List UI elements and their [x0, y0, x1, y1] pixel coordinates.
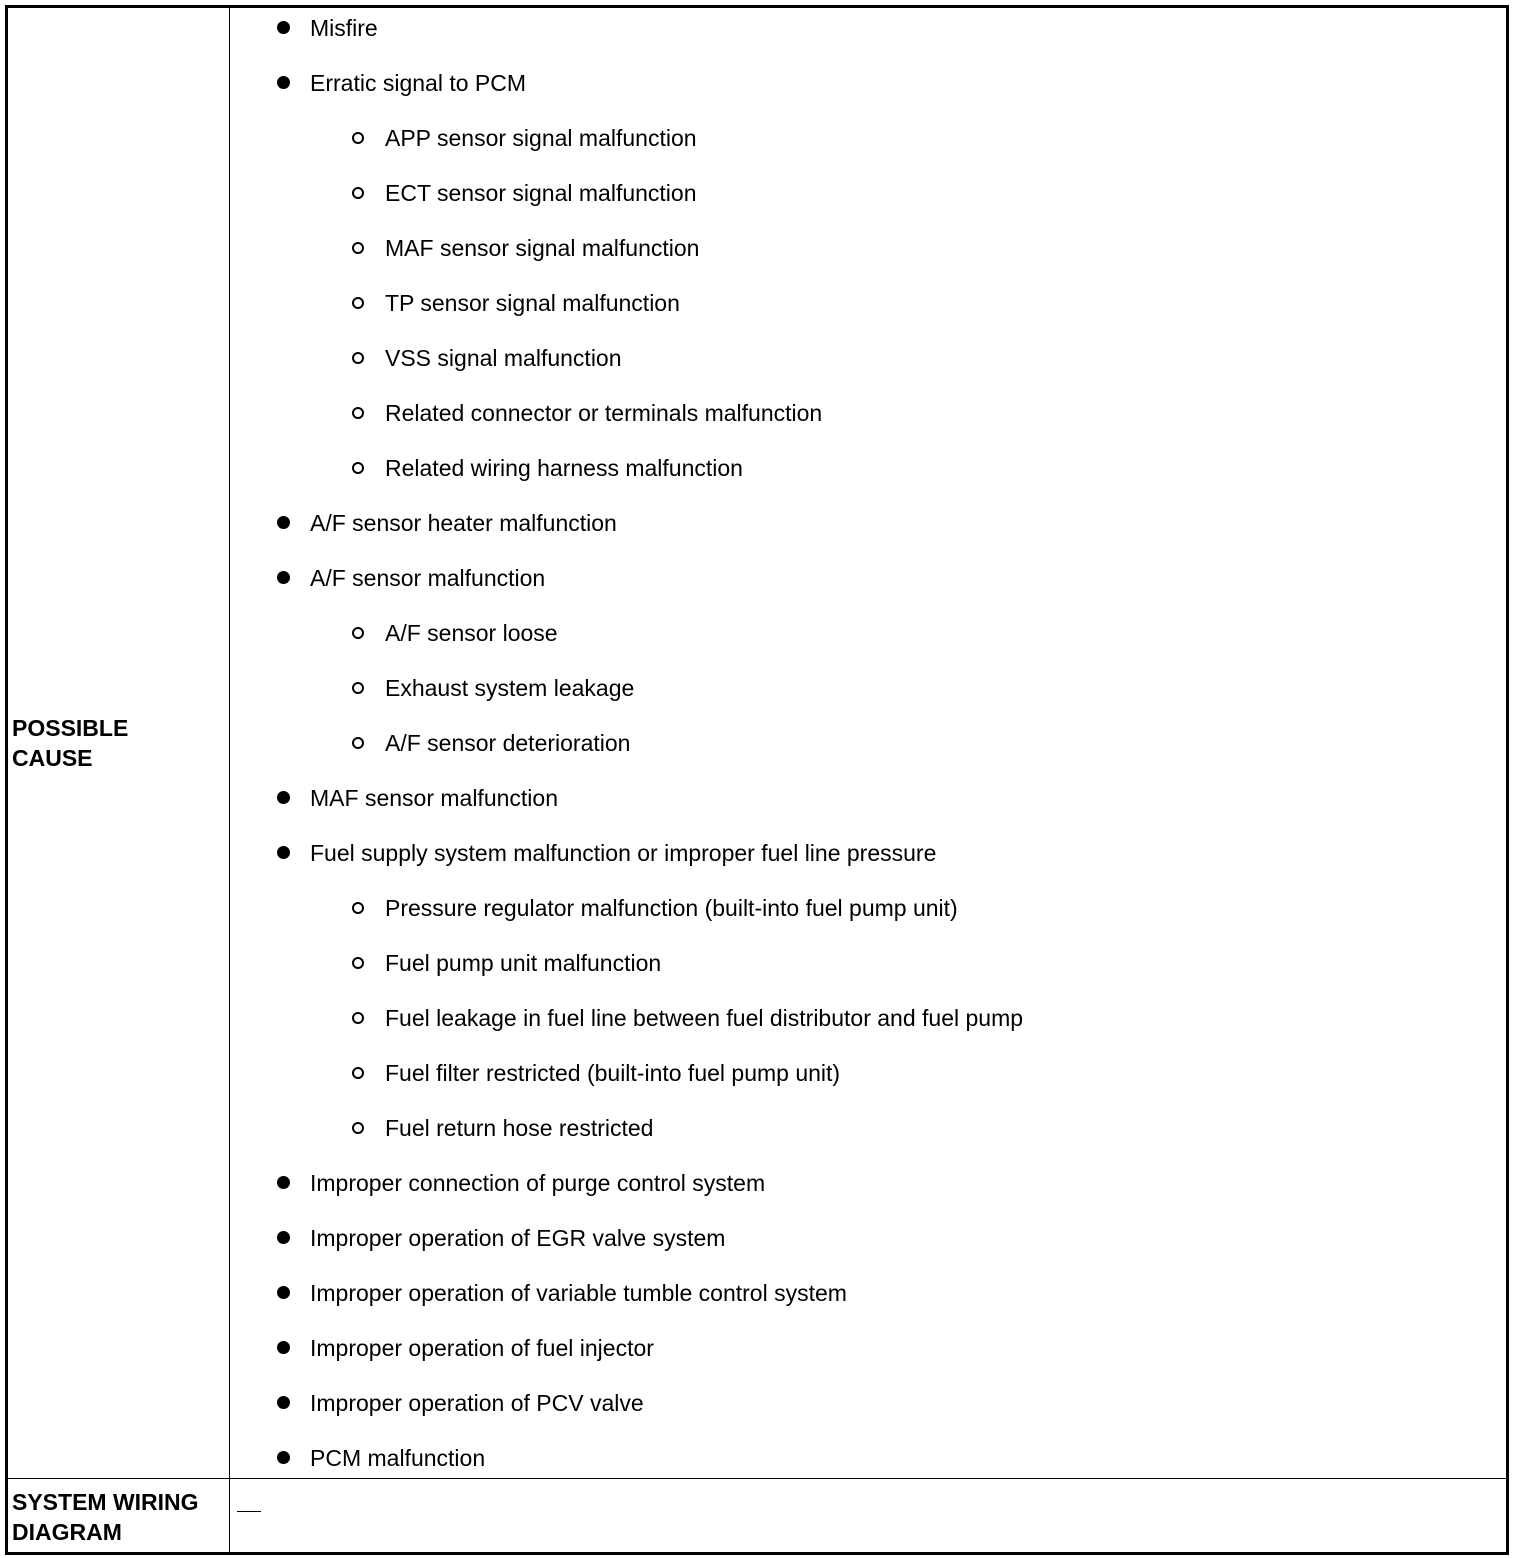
- filled-bullet-icon: [277, 1231, 290, 1244]
- hollow-bullet-icon: [352, 132, 364, 144]
- hollow-bullet-icon: [352, 1122, 364, 1134]
- cause-text: TP sensor signal malfunction: [385, 290, 680, 316]
- cause-text: VSS signal malfunction: [385, 345, 622, 371]
- cause-text: Improper operation of EGR valve system: [310, 1225, 726, 1251]
- hollow-bullet-icon: [352, 737, 364, 749]
- hollow-bullet-icon: [352, 902, 364, 914]
- cause-text: Fuel leakage in fuel line between fuel distributor and fuel pump: [385, 1005, 1024, 1031]
- hollow-bullet-icon: [352, 352, 364, 364]
- cause-text: Erratic signal to PCM: [310, 70, 527, 96]
- system-wiring-label-line1: SYSTEM WIRING: [12, 1489, 199, 1515]
- filled-bullet-icon: [277, 516, 290, 529]
- cause-text: Improper operation of fuel injector: [310, 1335, 654, 1361]
- cause-text: MAF sensor malfunction: [310, 785, 558, 811]
- cause-text: A/F sensor deterioration: [385, 730, 631, 756]
- hollow-bullet-icon: [352, 627, 364, 639]
- hollow-bullet-icon: [352, 187, 364, 199]
- hollow-bullet-icon: [352, 1012, 364, 1024]
- system-wiring-label-line2: DIAGRAM: [12, 1519, 122, 1545]
- hollow-bullet-icon: [352, 242, 364, 254]
- cause-text: Fuel return hose restricted: [385, 1115, 654, 1141]
- filled-bullet-icon: [277, 21, 290, 34]
- hollow-bullet-icon: [352, 682, 364, 694]
- cause-text: Improper operation of variable tumble control system: [310, 1280, 847, 1306]
- filled-bullet-icon: [277, 1451, 290, 1464]
- filled-bullet-icon: [277, 791, 290, 804]
- cause-text: A/F sensor heater malfunction: [310, 510, 617, 536]
- filled-bullet-icon: [277, 76, 290, 89]
- cause-text: PCM malfunction: [310, 1445, 486, 1471]
- filled-bullet-icon: [277, 1341, 290, 1354]
- hollow-bullet-icon: [352, 297, 364, 309]
- diagnostic-table: [5, 5, 1509, 1555]
- cause-text: Misfire: [310, 15, 378, 41]
- filled-bullet-icon: [277, 1396, 290, 1409]
- cause-text: Related connector or terminals malfunction: [385, 400, 823, 426]
- filled-bullet-icon: [277, 1176, 290, 1189]
- hollow-bullet-icon: [352, 1067, 364, 1079]
- filled-bullet-icon: [277, 571, 290, 584]
- filled-bullet-icon: [277, 1286, 290, 1299]
- row-divider: [8, 1478, 1506, 1479]
- cause-text: Pressure regulator malfunction (built-into fuel pump unit): [385, 895, 958, 921]
- cause-text: Fuel pump unit malfunction: [385, 950, 662, 976]
- cause-text: A/F sensor loose: [385, 620, 558, 646]
- cause-text: ECT sensor signal malfunction: [385, 180, 697, 206]
- cause-text: Fuel supply system malfunction or improper fuel line pressure: [310, 840, 937, 866]
- cause-text: Exhaust system leakage: [385, 675, 635, 701]
- hollow-bullet-icon: [352, 462, 364, 474]
- dash-mark: [237, 1511, 261, 1512]
- possible-cause-label-line1: POSSIBLE: [12, 715, 129, 741]
- cause-text: Improper operation of PCV valve: [310, 1390, 644, 1416]
- possible-cause-label-line2: CAUSE: [12, 745, 93, 771]
- cause-text: Improper connection of purge control system: [310, 1170, 766, 1196]
- cause-text: APP sensor signal malfunction: [385, 125, 697, 151]
- column-divider: [229, 8, 230, 1552]
- hollow-bullet-icon: [352, 407, 364, 419]
- cause-text: Related wiring harness malfunction: [385, 455, 743, 481]
- cause-text: A/F sensor malfunction: [310, 565, 546, 591]
- system-wiring-diagram-label: [12, 1487, 199, 1547]
- cause-text: Fuel filter restricted (built-into fuel pump unit): [385, 1060, 841, 1086]
- possible-cause-label: [12, 713, 128, 773]
- filled-bullet-icon: [277, 846, 290, 859]
- hollow-bullet-icon: [352, 957, 364, 969]
- cause-text: MAF sensor signal malfunction: [385, 235, 700, 261]
